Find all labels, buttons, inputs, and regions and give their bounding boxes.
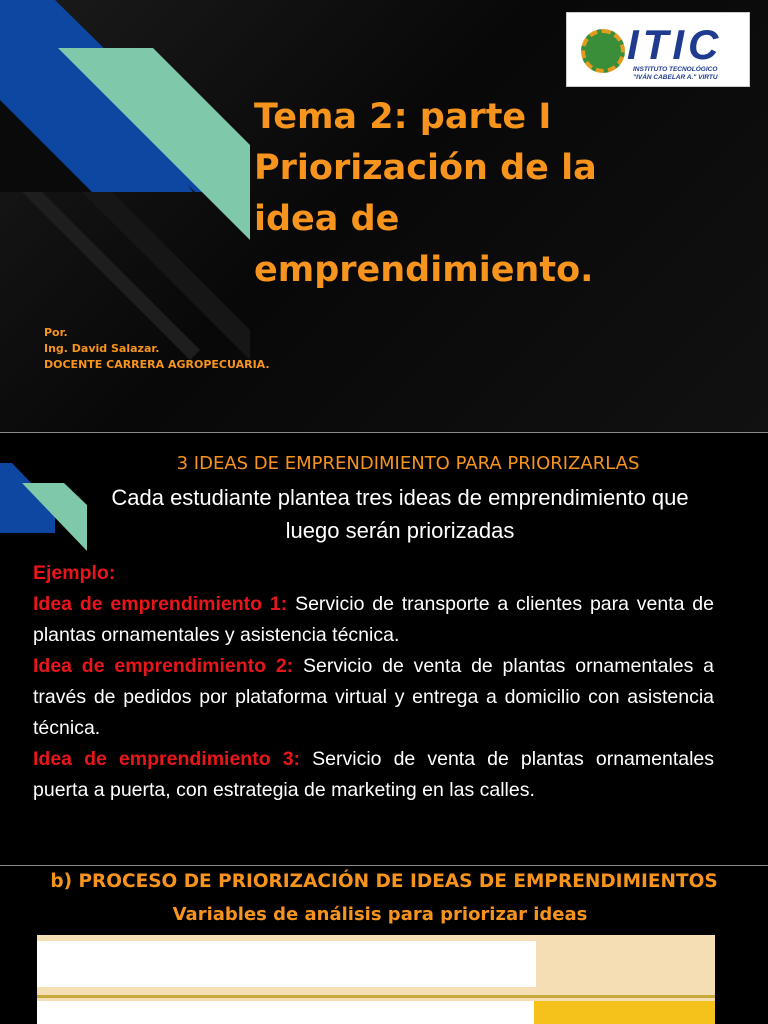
idea-3-label: Idea de emprendimiento 3: [33, 748, 301, 770]
slide-title [254, 92, 734, 296]
title-slide [0, 0, 768, 432]
ideas-intro: Cada estudiante plantea tres ideas de emprendimiento que luego serán priorizadas [111, 485, 689, 543]
author-line-3: DOCENTE CARRERA AGROPECUARIA. [44, 358, 270, 371]
logo-subtitle-2: "IVÁN CABELAR A." VIRTU [633, 74, 718, 81]
example-label: Ejemplo: [33, 562, 116, 584]
idea-item-1 [33, 589, 714, 651]
table-cell [37, 941, 536, 987]
idea-3-text: Servicio de venta de plantas ornamentales puerta a puerta, con estrategia de marketing en las calles. [33, 748, 715, 801]
decorative-corner-shapes [0, 433, 100, 553]
gear-logo-icon [581, 29, 625, 73]
ideas-heading: 3 IDEAS DE EMPRENDIMIENTO PARA PRIORIZARLAS [176, 453, 640, 474]
author-block [44, 325, 270, 373]
institute-logo [566, 12, 750, 87]
idea-2-text: Servicio de venta de plantas ornamentales a través de pedidos por plataforma virtual y entrega a domicilio con asistencia técnica. [33, 655, 715, 739]
table-divider [37, 995, 715, 998]
idea-1-label: Idea de emprendimiento 1: [33, 593, 288, 615]
title-line-1: Tema 2: parte I [254, 97, 552, 137]
author-line-2: Ing. David Salazar. [44, 342, 160, 355]
ideas-slide [0, 433, 768, 865]
logo-brand-text: ITIC [627, 21, 723, 68]
prioritization-heading: b) PROCESO DE PRIORIZACIÓN DE IDEAS DE EMPRENDIMIENTOS [50, 871, 718, 892]
logo-subtitle-1: INSTITUTO TECNOLÓGICO [633, 66, 718, 73]
prioritization-subheading: Variables de análisis para priorizar ideas [172, 904, 588, 925]
prioritization-slide [0, 866, 768, 1024]
title-line-3: idea de [254, 199, 400, 239]
title-line-2: Priorización de la [254, 148, 597, 188]
variables-table [37, 935, 715, 1024]
table-header-cell [534, 1001, 715, 1024]
title-line-4: emprendimiento. [254, 250, 594, 290]
ideas-body [33, 558, 714, 806]
table-cell [37, 1001, 534, 1024]
idea-2-label: Idea de emprendimiento 2: [33, 655, 294, 677]
idea-item-3 [33, 744, 714, 806]
idea-item-2 [33, 651, 714, 744]
idea-1-text: Servicio de transporte a clientes para venta de plantas ornamentales y asistencia técnica. [33, 593, 715, 646]
author-line-1: Por. [44, 326, 68, 339]
